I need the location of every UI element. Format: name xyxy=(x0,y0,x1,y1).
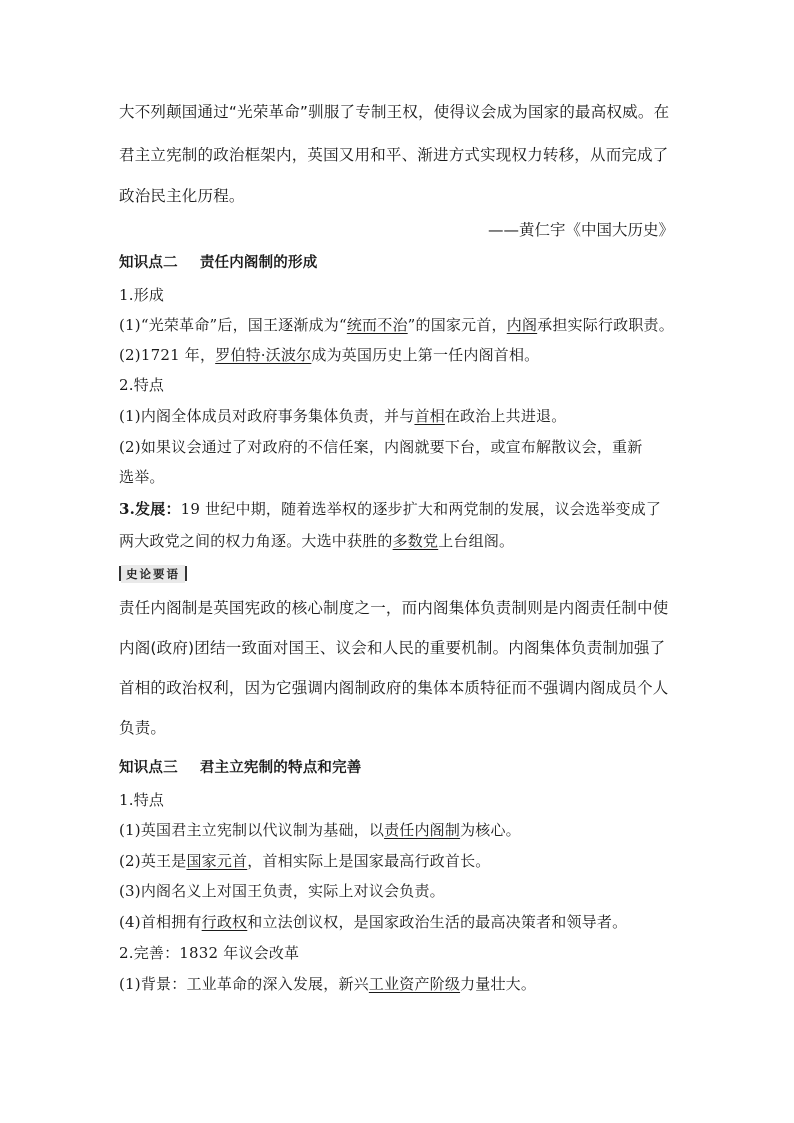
section2-development-line-1 xyxy=(119,499,661,519)
underlined-keyword: 多数党 xyxy=(392,532,439,550)
underlined-keyword: 罗伯特·沃波尔 xyxy=(215,346,312,364)
underlined-keyword: 首相 xyxy=(414,407,445,425)
section2-subtitle-2: 2.特点 xyxy=(119,376,165,394)
text-segment: 成为英国历史上第一任内阁首相。 xyxy=(311,346,540,364)
section2-item-3 xyxy=(119,406,566,426)
underlined-keyword: 工业资产阶级 xyxy=(368,975,461,993)
text-segment: 两大政党之间的权力角逐。大选中获胜的 xyxy=(119,532,393,550)
section3-heading xyxy=(119,758,362,778)
section3-item-1 xyxy=(119,820,521,840)
section2-development-line-2 xyxy=(119,531,514,551)
section2-item-2 xyxy=(119,345,539,365)
section3-heading-title: 君主立宪制的特点和完善 xyxy=(199,760,362,776)
section2-heading-number: 知识点二 xyxy=(119,255,178,271)
section3-item-2 xyxy=(119,851,490,871)
text-segment: ，首相实际上是国家最高行政首长。 xyxy=(247,852,491,870)
text-segment: 承担实际行政职责。 xyxy=(537,316,674,334)
section3-subtitle-2: 2.完善：1832 年议会改革 xyxy=(119,944,300,962)
quote2-line-4: 负责。 xyxy=(119,719,167,737)
text-segment: (1)背景：工业革命的深入发展，新兴 xyxy=(119,975,369,993)
text-segment: 力量壮大。 xyxy=(460,975,537,993)
quote2-line-2: 内阁(政府)团结一致面对国王、议会和人民的重要机制。内阁集体负责制加强了 xyxy=(119,639,666,657)
underlined-keyword: 行政权 xyxy=(201,913,248,931)
badge-right-bar xyxy=(185,566,187,581)
text-segment: 在政治上共进退。 xyxy=(444,407,567,425)
text-segment: ”的国家元首， xyxy=(407,316,507,334)
section3-heading-number: 知识点三 xyxy=(119,760,178,776)
section2-item-4-line-2: 选举。 xyxy=(119,468,165,486)
underlined-keyword: 内阁 xyxy=(506,316,538,334)
section3-item-5 xyxy=(119,974,536,994)
text-segment: 上台组阁。 xyxy=(438,532,515,550)
underlined-keyword: 统而不治 xyxy=(346,316,408,334)
section2-subtitle-1: 1.形成 xyxy=(119,286,165,304)
section2-item-4-line-1: (2)如果议会通过了对政府的不信任案，内阁就要下台，或宣布解散议会，重新 xyxy=(119,438,643,456)
section2-item-1 xyxy=(119,315,674,335)
section3-item-3: (3)内阁名义上对国王负责，实际上对议会负责。 xyxy=(119,882,445,900)
text-segment: (4)首相拥有 xyxy=(119,913,202,931)
section3-item-4 xyxy=(119,912,627,932)
quote1-line-1: 大不列颠国通过“光荣革命”驯服了专制王权，使得议会成为国家的最高权威。在 xyxy=(119,103,670,121)
text-segment: (1)“光荣革命”后，国王逐渐成为“ xyxy=(119,316,347,334)
underlined-keyword: 责任内阁制 xyxy=(384,821,461,839)
quote2-line-1: 责任内阁制是英国宪政的核心制度之一，而内阁集体负责制则是内阁责任制中使 xyxy=(119,599,669,617)
section3-subtitle-1: 1.特点 xyxy=(119,791,165,809)
historical-commentary-badge xyxy=(119,564,187,583)
underlined-keyword: 国家元首 xyxy=(186,852,248,870)
section2-heading-title: 责任内阁制的形成 xyxy=(199,255,318,271)
quote2-line-3: 首相的政治权利，因为它强调内阁制政府的集体本质特征而不强调内阁成员个人 xyxy=(119,679,669,697)
text-segment: (2)英王是 xyxy=(119,852,187,870)
badge-label: 史论要语 xyxy=(121,565,185,583)
section2-heading xyxy=(119,253,317,273)
quote1-line-3: 政治民主化历程。 xyxy=(119,187,245,205)
quote1-attribution: ——黄仁宇《中国大历史》 xyxy=(487,221,674,239)
text-segment: (1)内阁全体成员对政府事务集体负责，并与 xyxy=(119,407,415,425)
text-segment: (2)1721 年， xyxy=(119,346,216,364)
text-segment: 为核心。 xyxy=(460,821,521,839)
text-segment: 和立法创议权，是国家政治生活的最高决策者和领导者。 xyxy=(247,913,628,931)
text-segment: 19 世纪中期，随着选举权的逐步扩大和两党制的发展，议会选举变成了 xyxy=(180,500,662,518)
text-segment: (1)英国君主立宪制以代议制为基础，以 xyxy=(119,821,385,839)
development-label: 3.发展： xyxy=(119,500,181,518)
quote1-line-2: 君主立宪制的政治框架内，英国又用和平、渐进方式实现权力转移，从而完成了 xyxy=(119,146,669,164)
